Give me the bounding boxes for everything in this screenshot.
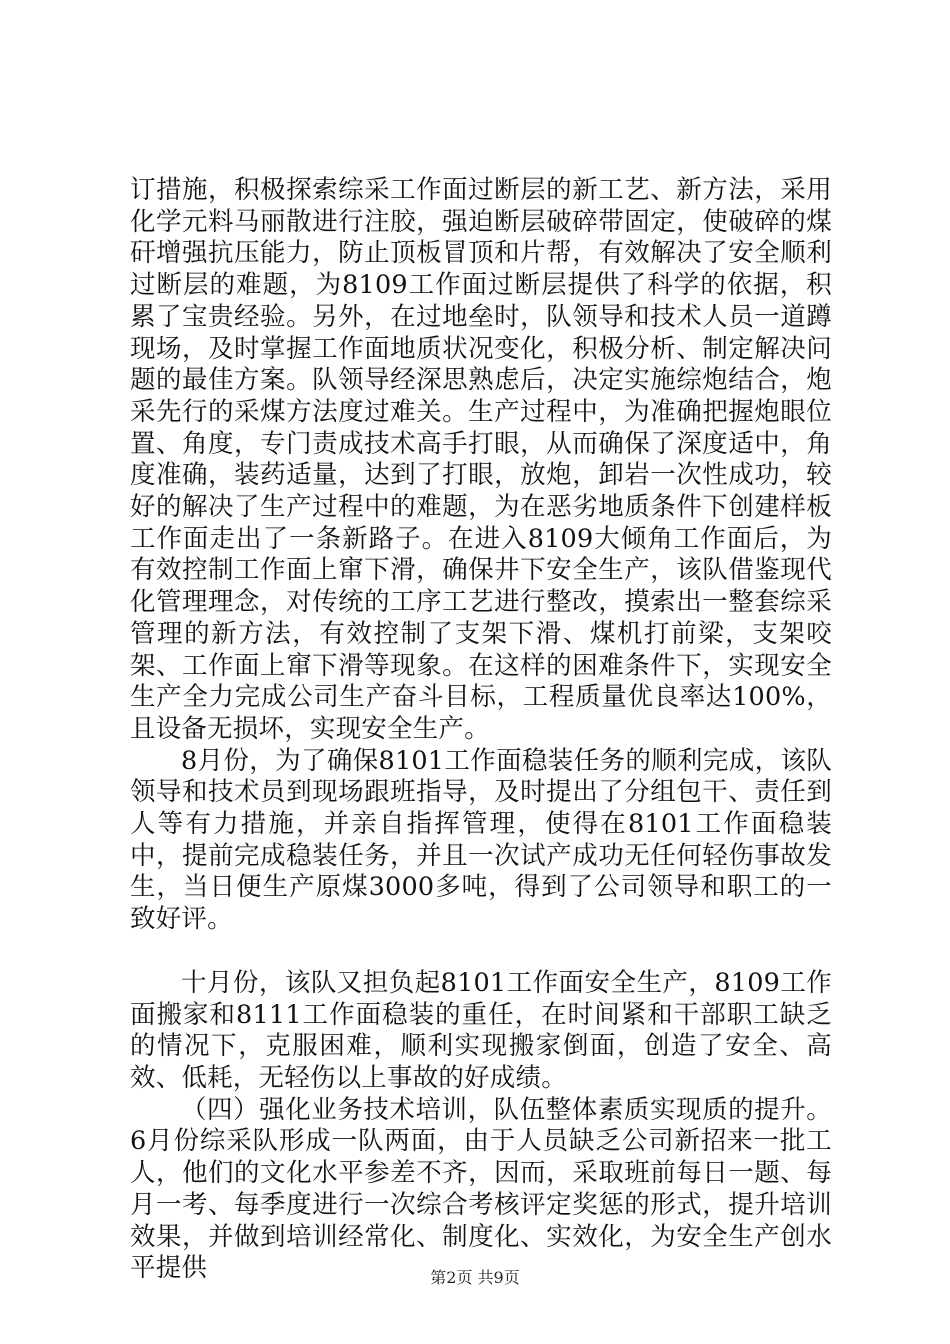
paragraph-gap [130, 936, 832, 968]
paragraph-october: 十月份，该队又担负起8101工作面安全生产，8109工作面搬家和8111工作面稳装的重任，在时间紧和干部职工缺乏的情况下，克服困难，顺利实现搬家倒面，创造了安全、高效、低耗，无轻伤以上事故的好成绩。 [130, 967, 832, 1093]
document-body [130, 175, 832, 1285]
paragraph-august: 8月份，为了确保8101工作面稳装任务的顺利完成，该队领导和技术员到现场跟班指导，及时提出了分组包干、责任到人等有力措施，并亲自指挥管理，使得在8101工作面稳装中，提前完成稳装任务，并且一次试产成功无任何轻伤事故发生，当日便生产原煤3000多吨，得到了公司领导和职工的一致好评。 [130, 745, 832, 935]
page-footer: 第2页 共9页 [430, 1268, 520, 1287]
paragraph-training: （四）强化业务技术培训，队伍整体素质实现质的提升。6月份综采队形成一队两面，由于人员缺乏公司新招来一批工人，他们的文化水平参差不齐，因而，采取班前每日一题、每月一考、每季度进行一次综合考核评定奖惩的形式，提升培训效果，并做到培训经常化、制度化、实效化，为安全生产创水平提供 [130, 1094, 832, 1284]
paragraph-continued: 订措施，积极探索综采工作面过断层的新工艺、新方法，采用化学元料马丽散进行注胶，强迫断层破碎带固定，使破碎的煤矸增强抗压能力，防止顶板冒顶和片帮，有效解决了安全顺利过断层的难题，为8109工作面过断层提供了科学的依据，积累了宝贵经验。另外，在过地垒时，队领导和技术人员一道蹲现场，及时掌握工作面地质状况变化，积极分析、制定解决问题的最佳方案。队领导经深思熟虑后，决定实施综炮结合，炮采先行的采煤方法度过难关。生产过程中，为准确把握炮眼位置、角度，专门责成技术高手打眼，从而确保了深度适中，角度准确，装药适量，达到了打眼，放炮，卸岩一次性成功，较好的解决了生产过程中的难题，为在恶劣地质条件下创建样板工作面走出了一条新路子。在进入8109大倾角工作面后，为有效控制工作面上窜下滑，确保井下安全生产，该队借鉴现代化管理理念，对传统的工序工艺进行整改，摸索出一整套综采管理的新方法，有效控制了支架下滑、煤机打前梁，支架咬架、工作面上窜下滑等现象。在这样的困难条件下，实现安全生产全力完成公司生产奋斗目标，工程质量优良率达100%，且设备无损坏，实现安全生产。 [130, 175, 832, 744]
